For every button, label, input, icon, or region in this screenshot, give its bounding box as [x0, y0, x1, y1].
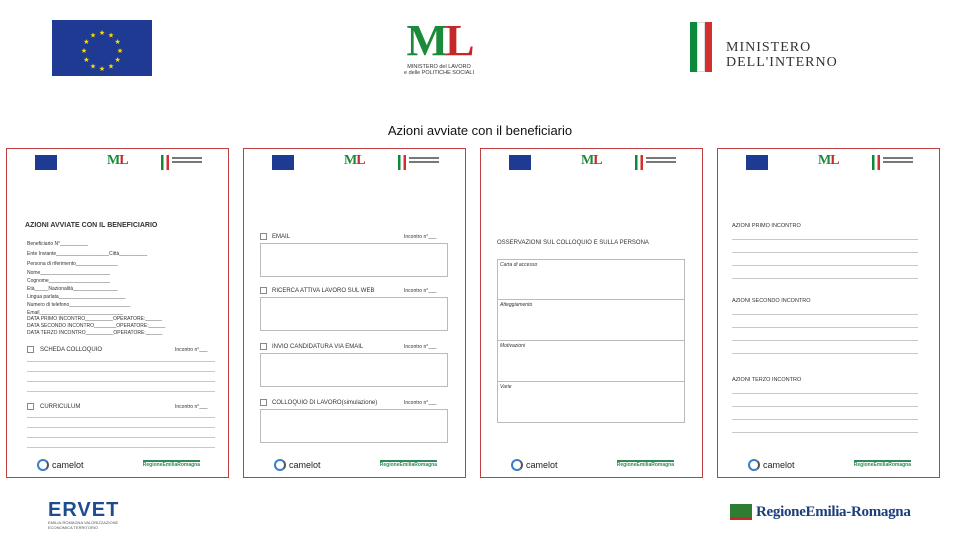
- notes-box: [260, 409, 448, 443]
- field-nome: Nome_________________________: [27, 270, 110, 276]
- document-page-4: [717, 148, 940, 478]
- field-lingua: Lingua parlata________________________: [27, 294, 126, 300]
- rer-mini-logo: RegioneEmiliaRomagna: [853, 462, 911, 468]
- ministero-interno-mini-icon: [398, 155, 448, 170]
- ministero-interno-mini-icon: [161, 155, 211, 170]
- item-incontro-label: Incontro n°___: [404, 400, 437, 406]
- box-atteggiamento: Atteggiamento: [500, 302, 533, 308]
- section-terzo-incontro: AZIONI TERZO INCONTRO: [732, 377, 802, 383]
- ervet-tagline: EMILIA-ROMAGNA VALORIZZAZIONE ECONOMICA TERRITORIO: [48, 520, 119, 530]
- eu-star-icon: ★: [116, 47, 124, 55]
- box-varie: Varie: [500, 384, 512, 390]
- item-colloquio-lavoro: COLLOQUIO DI LAVORO(simulazione): [272, 400, 378, 406]
- box-motivazioni: Motivazioni: [500, 343, 526, 349]
- eu-star-icon: ★: [114, 56, 121, 64]
- document-page-2: [243, 148, 466, 478]
- eu-star-icon: ★: [83, 38, 90, 46]
- eu-star-icon: ★: [80, 47, 88, 55]
- rer-mini-logo: RegioneEmiliaRomagna: [616, 462, 674, 468]
- ministero-interno-mini-icon: [635, 155, 685, 170]
- document-page-3: [480, 148, 703, 478]
- field-secondo-incontro: DATA SECONDO INCONTRO________OPERATORE:______: [27, 323, 166, 329]
- checkbox-scheda-colloquio[interactable]: [27, 346, 34, 353]
- item-scheda-colloquio: SCHEDA COLLOQUIO: [40, 347, 103, 353]
- camelot-logo: camelot: [748, 459, 795, 471]
- field-cognome: Cognome______________________: [27, 278, 110, 284]
- item-incontro-label: Incontro n°___: [404, 234, 437, 240]
- ervet-name: ERVET: [48, 499, 120, 521]
- ml-logo-subtitle-1: MINISTERO del LAVORO: [407, 64, 471, 70]
- ml-mini-icon: ML: [581, 153, 602, 168]
- camelot-logo: camelot: [37, 459, 84, 471]
- eu-star-icon: ★: [89, 32, 97, 40]
- checkbox-email[interactable]: [260, 233, 267, 240]
- ministero-lavoro-logo: [386, 18, 492, 82]
- section-primo-incontro: AZIONI PRIMO INCONTRO: [732, 223, 801, 229]
- field-persona-riferimento: Persona di riferimento_______________: [27, 261, 118, 267]
- item-incontro-label: Incontro n°___: [175, 347, 208, 353]
- camelot-logo: camelot: [274, 459, 321, 471]
- eu-star-icon: ★: [107, 32, 115, 40]
- item-incontro-label: Incontro n°___: [175, 404, 208, 410]
- checkbox-curriculum[interactable]: [27, 403, 34, 410]
- panel-header-logos: [244, 153, 465, 175]
- field-eta: Età_____Nazionalità________________: [27, 286, 118, 292]
- panel-heading: AZIONI AVVIATE CON IL BENEFICIARIO: [25, 222, 158, 229]
- rer-name: RegioneEmilia-Romagna: [756, 503, 911, 520]
- eu-flag-icon: [509, 155, 531, 170]
- document-page-1: [6, 148, 229, 478]
- mi-logo-line-2: DELL'INTERNO: [726, 55, 838, 70]
- ministero-interno-logo: [690, 22, 890, 72]
- notes-box: [260, 297, 448, 331]
- eu-star-icon: ★: [98, 65, 106, 73]
- eu-stars-icon: [52, 20, 152, 76]
- checkbox-ricerca-web[interactable]: [260, 287, 267, 294]
- mi-logo-line-1: MINISTERO: [726, 40, 812, 55]
- ml-mini-icon: ML: [107, 153, 128, 168]
- ml-mini-icon: ML: [818, 153, 839, 168]
- section-secondo-incontro: AZIONI SECONDO INCONTRO: [732, 298, 811, 304]
- eu-star-icon: ★: [114, 38, 121, 46]
- item-incontro-label: Incontro n°___: [404, 288, 437, 294]
- field-ente-inviante: Ente Inviante___________________Città__________: [27, 251, 148, 257]
- ml-logo-mark: ML: [406, 16, 472, 65]
- field-email: Email______________________________: [27, 310, 123, 316]
- item-ricerca-web: RICERCA ATTIVA LAVORO SUL WEB: [272, 288, 375, 294]
- item-curriculum: CURRICULUM: [40, 404, 81, 410]
- observations-table: [497, 259, 685, 423]
- item-email: EMAIL: [272, 234, 291, 240]
- eu-flag-icon: [746, 155, 768, 170]
- eu-star-icon: ★: [89, 63, 97, 71]
- rer-mini-logo: RegioneEmiliaRomagna: [142, 462, 200, 468]
- regione-emilia-romagna-logo: [730, 500, 926, 524]
- ml-mini-icon: ML: [344, 153, 365, 168]
- notes-box: [260, 353, 448, 387]
- panel-header-logos: [718, 153, 939, 175]
- panel-header-logos: [7, 153, 228, 175]
- notes-box: [260, 243, 448, 277]
- checkbox-colloquio-lavoro[interactable]: [260, 399, 267, 406]
- checkbox-invio-candidatura[interactable]: [260, 343, 267, 350]
- item-incontro-label: Incontro n°___: [404, 344, 437, 350]
- italian-flag-icon: [690, 22, 712, 72]
- field-beneficiario: Beneficiario N°__________: [27, 241, 88, 247]
- panel-heading: OSSERVAZIONI SUL COLLOQUIO E SULLA PERSONA: [497, 240, 649, 246]
- item-invio-candidatura: INVIO CANDIDATURA VIA EMAIL: [272, 344, 364, 350]
- eu-star-icon: ★: [83, 56, 90, 64]
- ervet-logo: [48, 500, 130, 528]
- panel-header-logos: [481, 153, 702, 175]
- field-primo-incontro: DATA PRIMO INCONTRO__________OPERATORE:______: [27, 316, 162, 322]
- eu-star-icon: ★: [98, 29, 106, 37]
- page-title: Azioni avviate con il beneficiario: [387, 123, 573, 138]
- rer-mini-logo: RegioneEmiliaRomagna: [379, 462, 437, 468]
- camelot-logo: camelot: [511, 459, 558, 471]
- ministero-interno-mini-icon: [872, 155, 922, 170]
- field-terzo-incontro: DATA TERZO INCONTRO__________OPERATORE:______: [27, 330, 163, 336]
- rer-mark-icon: [730, 504, 752, 520]
- eu-flag-icon: [272, 155, 294, 170]
- eu-flag-icon: [35, 155, 57, 170]
- ml-logo-subtitle-2: e delle POLITICHE SOCIALI: [404, 70, 474, 76]
- field-telefono: Numero di telefono______________________: [27, 302, 131, 308]
- eu-star-icon: ★: [107, 63, 115, 71]
- box-carta-accesso: Carta di accesso: [500, 262, 538, 268]
- eu-flag-logo: [52, 20, 152, 76]
